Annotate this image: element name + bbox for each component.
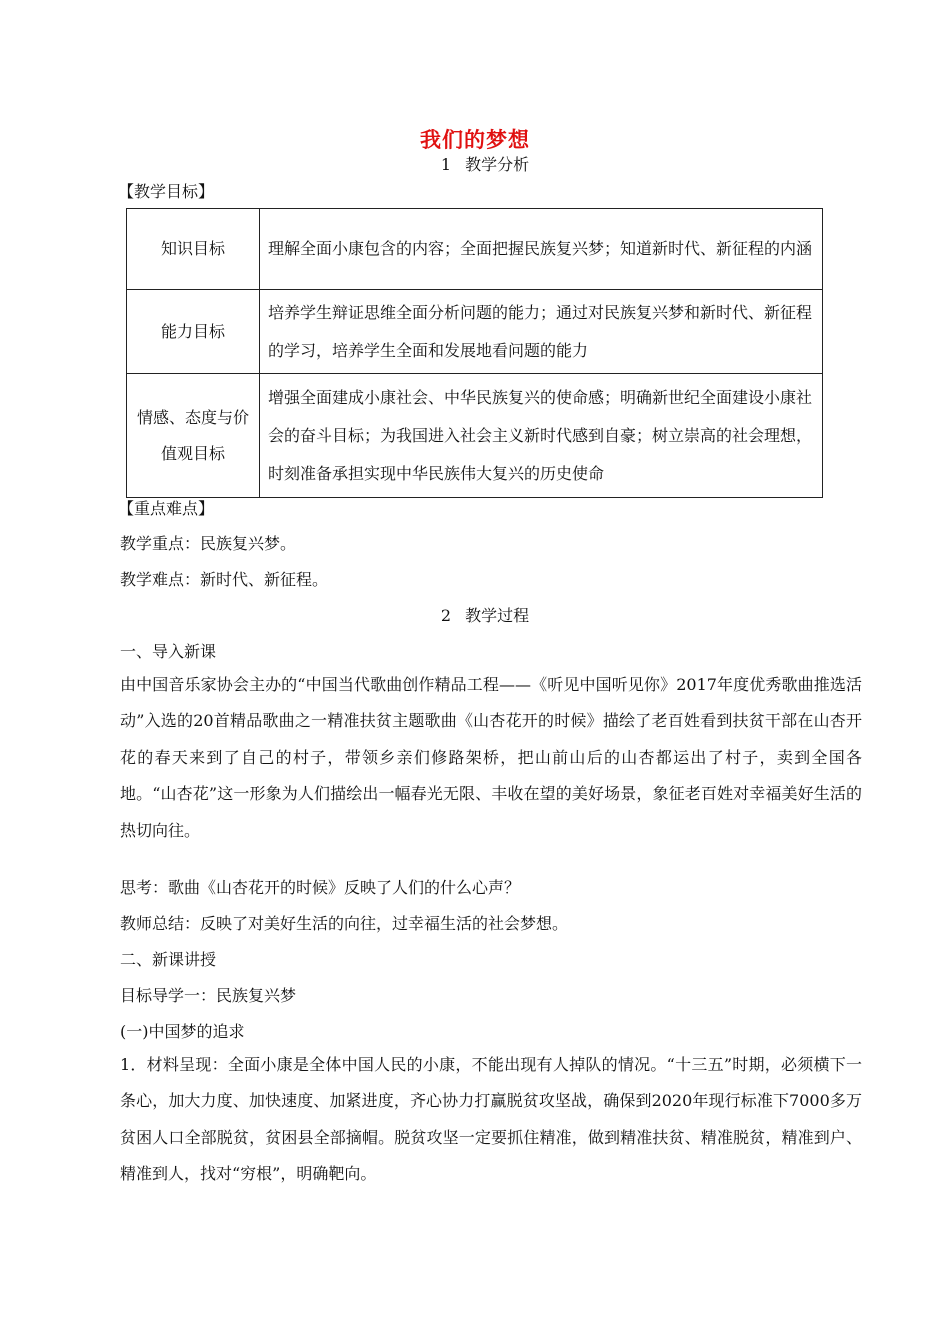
intro-paragraph <box>120 667 862 849</box>
intro-text: 由中国音乐家协会主办的“中国当代歌曲创作精品工程——《听见中国听见你》2017年度优秀歌曲推选活动”入选的20首精品歌曲之一精准扶贫主题歌曲《山杏花开的时候》描绘了老百姓看到扶贫干部在山杏开花的春天来到了自己的村子，带领乡亲们修路架桥，把山前山后的山杏都运出了村子，卖到全国各地。“山杏花”这一形象为人们描绘出一幅春光无限、丰收在望的美好场景，象征老百姓对幸福美好生活的热切向往。 <box>120 675 862 840</box>
part2-heading: 二、新课讲授 <box>120 950 217 969</box>
key-heading: 【重点难点】 <box>118 499 215 518</box>
subsection-heading: (一)中国梦的追求 <box>120 1022 245 1041</box>
table-row <box>127 290 823 374</box>
goals-heading: 【教学目标】 <box>118 182 215 201</box>
key-point: 教学重点：民族复兴梦。 <box>120 534 297 553</box>
goal-content: 增强全面建成小康社会、中华民族复兴的使命感；明确新世纪全面建设小康社会的奋斗目标；为我国进入社会主义新时代感到自豪；树立崇高的社会理想，时刻准备承担实现中华民族伟大复兴的历史使命 <box>260 374 823 498</box>
goals-table <box>126 208 823 498</box>
think-question: 思考：歌曲《山杏花开的时候》反映了人们的什么心声？ <box>120 878 521 897</box>
section-heading-analysis <box>0 152 950 175</box>
section-title: 教学过程 <box>465 606 530 625</box>
table-row <box>127 374 823 498</box>
goal-content: 培养学生辩证思维全面分析问题的能力；通过对民族复兴梦和新时代、新征程的学习，培养学生全面和发展地看问题的能力 <box>260 290 823 374</box>
goal-guide-1: 目标导学一：民族复兴梦 <box>120 986 297 1005</box>
section-number: 2 <box>440 606 452 625</box>
goal-content: 理解全面小康包含的内容；全面把握民族复兴梦；知道新时代、新征程的内涵 <box>260 209 823 290</box>
material-paragraph <box>120 1047 862 1193</box>
part1-heading: 一、导入新课 <box>120 642 217 661</box>
goal-label: 知识目标 <box>127 209 260 290</box>
teacher-summary: 教师总结：反映了对美好生活的向往，过幸福生活的社会梦想。 <box>120 914 569 933</box>
material-text: 1．材料呈现：全面小康是全体中国人民的小康，不能出现有人掉队的情况。“十三五”时期，必须横下一条心，加大力度、加快速度、加紧进度，齐心协力打赢脱贫攻坚战，确保到2020年现行标准下7000多万贫困人口全部脱贫，贫困县全部摘帽。脱贫攻坚一定要抓住精准，做到精准扶贫、精准脱贫，精准到户、精准到人，找对“穷根”，明确靶向。 <box>120 1055 862 1184</box>
difficult-point: 教学难点：新时代、新征程。 <box>120 570 329 589</box>
section-heading-process <box>0 603 950 626</box>
section-title: 教学分析 <box>465 155 530 174</box>
section-number: 1 <box>440 155 452 174</box>
table-row <box>127 209 823 290</box>
document-title: 我们的梦想 <box>420 128 530 152</box>
goal-label: 能力目标 <box>127 290 260 374</box>
goal-label: 情感、态度与价值观目标 <box>127 374 260 498</box>
